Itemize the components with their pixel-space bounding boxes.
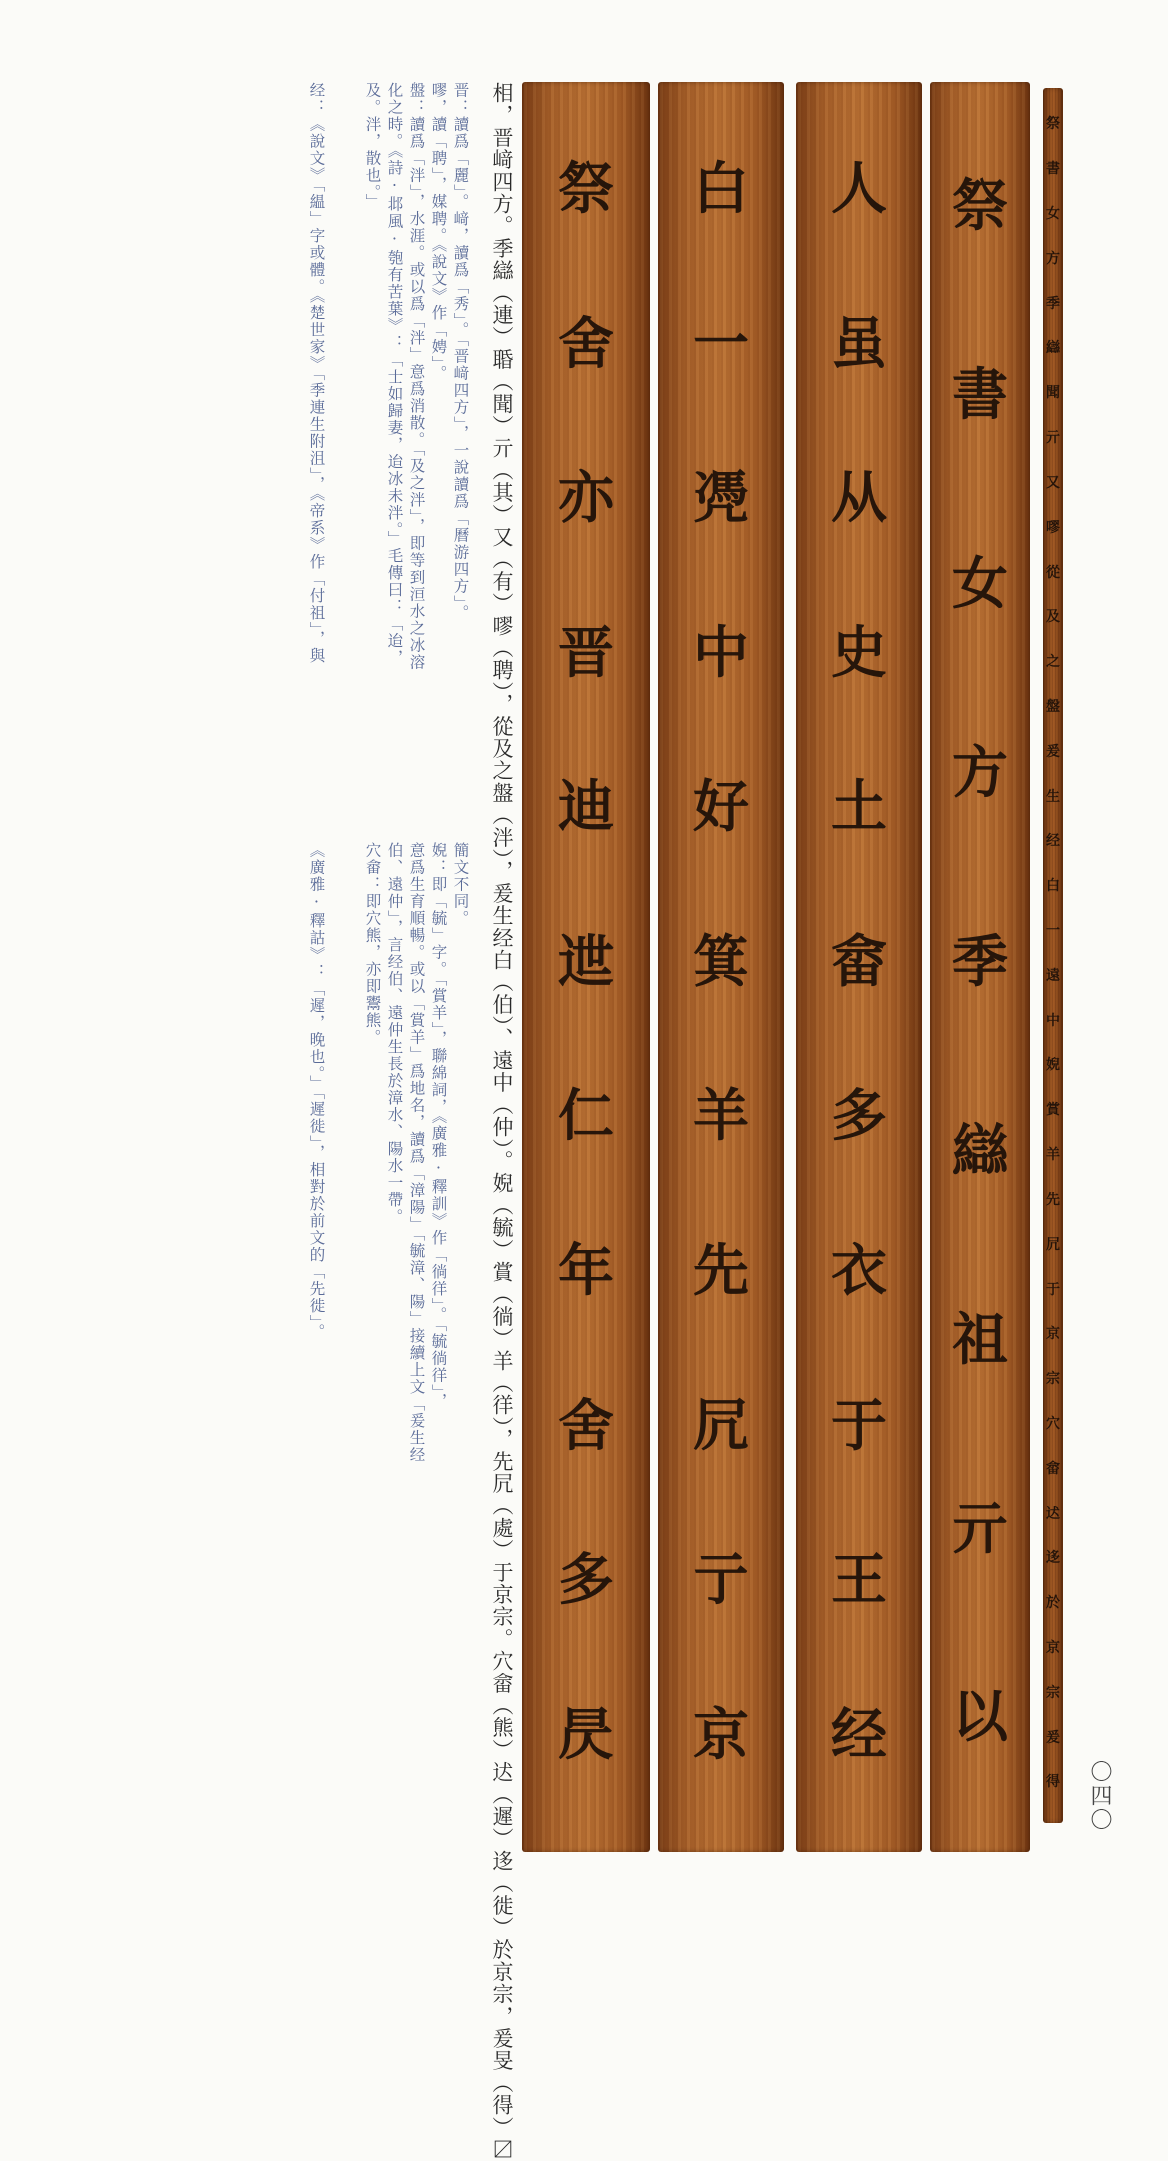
- slip-glyph: 京: [693, 1701, 749, 1768]
- slip-glyph: 从: [831, 465, 887, 532]
- slip-glyph: 年: [558, 1237, 614, 1304]
- slip-glyph: 盤: [1046, 698, 1060, 715]
- slip-glyph: 史: [831, 619, 887, 686]
- slip-glyph: 亦: [558, 465, 614, 532]
- slip-glyph: 宗: [1046, 1371, 1060, 1388]
- slip-glyph: 人: [831, 156, 887, 223]
- slip-glyph: 季: [952, 928, 1008, 995]
- bamboo-slip: [522, 82, 650, 1852]
- slip-glyph: 亍: [693, 1547, 749, 1614]
- notes-column: 伯、遠仲」，言经伯、遠仲生長於漳水、陽水一帶。: [385, 842, 404, 1226]
- slip-glyph: 羊: [693, 1083, 749, 1150]
- slip-glyph: 賞: [1046, 1102, 1060, 1119]
- slip-glyph: 祭: [1046, 116, 1060, 133]
- slip-glyph: 季: [1046, 295, 1060, 312]
- slip-glyph: 於: [1046, 1595, 1060, 1612]
- notes-column: 簡文不同。: [451, 842, 470, 927]
- slip-glyph: 以: [952, 1684, 1008, 1751]
- slip-glyph: 白: [693, 156, 749, 223]
- slip-glyph: 中: [693, 619, 749, 686]
- slip-glyph: 聞: [1046, 385, 1060, 402]
- slip-glyph: 多: [558, 1547, 614, 1614]
- slip-glyph: 经: [1046, 833, 1060, 850]
- bamboo-slip: [658, 82, 784, 1852]
- slip-glyph: 祖: [952, 1306, 1008, 1373]
- slip-glyph: 王: [831, 1547, 887, 1614]
- slip-glyph: 嘐: [1046, 519, 1060, 536]
- slip-glyph: 書: [952, 362, 1008, 429]
- slip-glyph: 京: [1046, 1326, 1060, 1343]
- slip-glyph: 土: [831, 774, 887, 841]
- slip-glyph: 白: [1046, 878, 1060, 895]
- page-number: 〇四〇: [1087, 1760, 1112, 1832]
- notes-column: 化之時。《詩·邶風·匏有苦葉》：「士如歸妻，迨冰未泮。」毛傳曰：「迨，: [385, 82, 404, 667]
- bamboo-slip: [796, 82, 922, 1852]
- slip-glyph: 多: [831, 1083, 887, 1150]
- slip-glyph: 方: [952, 740, 1008, 807]
- slip-glyph: 畲: [831, 928, 887, 995]
- slip-glyph: 衣: [831, 1237, 887, 1304]
- slip-glyph: 于: [1046, 1281, 1060, 1298]
- slip-glyph: 舍: [558, 1392, 614, 1459]
- notes-column: 意爲生育順暢。或以「賞羊」爲地名，讀爲「漳陽」「毓漳、陽」接續上文「爰生经: [407, 842, 426, 1464]
- notes-column: 及。泮，散也。」: [363, 82, 382, 211]
- slip-glyph: 先: [1046, 1191, 1060, 1208]
- notes-column: 盤：讀爲「泮」，水涯。或以爲「泮」意爲消散。「及之泮」，即等到洹水之冰溶: [407, 82, 426, 671]
- notes-column: 婗：即「毓」字。「賞羊」，聯綿詞，《廣雅·釋訓》作「徜徉」。「毓徜徉」，: [429, 842, 448, 1410]
- slip-glyph: 迣: [558, 928, 614, 995]
- slip-glyph: 遠: [1046, 967, 1060, 984]
- slip-glyph: 及: [1046, 609, 1060, 626]
- slip-glyph: 女: [1046, 206, 1060, 223]
- slip-glyph: 虽: [831, 310, 887, 377]
- bamboo-slip: [930, 82, 1030, 1852]
- notes-column: 经：《說文》「緼」字或體。《楚世家》「季連生附沮」，《帝系》作「付祖」，與: [307, 82, 326, 665]
- slip-glyph: 迻: [1046, 1550, 1060, 1567]
- slip-glyph: 爰: [1046, 743, 1060, 760]
- slip-glyph: 亓: [952, 1495, 1008, 1562]
- slip-glyph: 仁: [558, 1083, 614, 1150]
- slip-glyph: 䜌: [952, 1117, 1008, 1184]
- slip-glyph: 之: [1046, 654, 1060, 671]
- slip-glyph: 一: [1046, 923, 1060, 940]
- slip-glyph: 穴: [1046, 1415, 1060, 1432]
- slip-glyph: 宗: [1046, 1684, 1060, 1701]
- slip-glyph: 迖: [1046, 1505, 1060, 1522]
- slip-glyph: 凴: [693, 465, 749, 532]
- main-transcription: 相，晋﨑四方。季䜌（連）䎽（聞）亓（其）又（有）嘐（聘），從及之盤（泮），爰生经白（伯）、遠中（仲）。婗（毓）賞（徜）羊（徉），先凥（處）于京宗。穴畲（熊）迖（遲）迻（徙）於京宗，爰旻（得）〼: [490, 82, 514, 2161]
- slip-glyph: 婗: [1046, 1057, 1060, 1074]
- slip-glyph: 從: [1046, 564, 1060, 581]
- notes-column: 嘐，讀「聘」，媒聘。《說文》作「娉」。: [429, 82, 448, 382]
- notes-column: 《廣雅·釋詁》：「遲，晚也。」「遲徙」，相對於前文的「先徙」。: [307, 842, 326, 1341]
- slip-glyph: 于: [831, 1392, 887, 1459]
- slip-glyph: 得: [1046, 1774, 1060, 1791]
- slip-glyph: 方: [1046, 250, 1060, 267]
- slip-glyph: 羊: [1046, 1147, 1060, 1164]
- slip-glyph: 京: [1046, 1640, 1060, 1657]
- slip-glyph: 舍: [558, 310, 614, 377]
- slip-glyph: 爰: [1046, 1729, 1060, 1746]
- slip-glyph: 中: [1046, 1012, 1060, 1029]
- slip-glyph: 書: [1046, 161, 1060, 178]
- slip-glyph: 晋: [558, 619, 614, 686]
- slip-glyph: 先: [693, 1237, 749, 1304]
- slip-glyph: 亓: [1046, 430, 1060, 447]
- slip-glyph: 生: [1046, 788, 1060, 805]
- slip-glyph: 䜌: [1046, 340, 1060, 357]
- slip-glyph: 经: [831, 1701, 887, 1768]
- slip-glyph: 箕: [693, 928, 749, 995]
- slip-glyph: 畲: [1046, 1460, 1060, 1477]
- notes-column: 晋：讀爲「麗」。﨑，讀爲「秀」。「晋﨑四方」，一說讀爲「曆游四方」。: [451, 82, 470, 622]
- slip-glyph: 凥: [1046, 1236, 1060, 1253]
- slip-glyph: 祭: [952, 173, 1008, 240]
- slip-glyph: 凥: [693, 1392, 749, 1459]
- slip-glyph: 好: [693, 774, 749, 841]
- narrow-bamboo-slip: [1043, 88, 1063, 1823]
- slip-glyph: 祭: [558, 156, 614, 223]
- slip-glyph: 昃: [558, 1701, 614, 1768]
- notes-column: 穴畲：即穴熊，亦即鬻熊。: [363, 842, 382, 1046]
- slip-glyph: 一: [693, 310, 749, 377]
- slip-glyph: 又: [1046, 474, 1060, 491]
- slip-glyph: 迪: [558, 774, 614, 841]
- slip-glyph: 女: [952, 551, 1008, 618]
